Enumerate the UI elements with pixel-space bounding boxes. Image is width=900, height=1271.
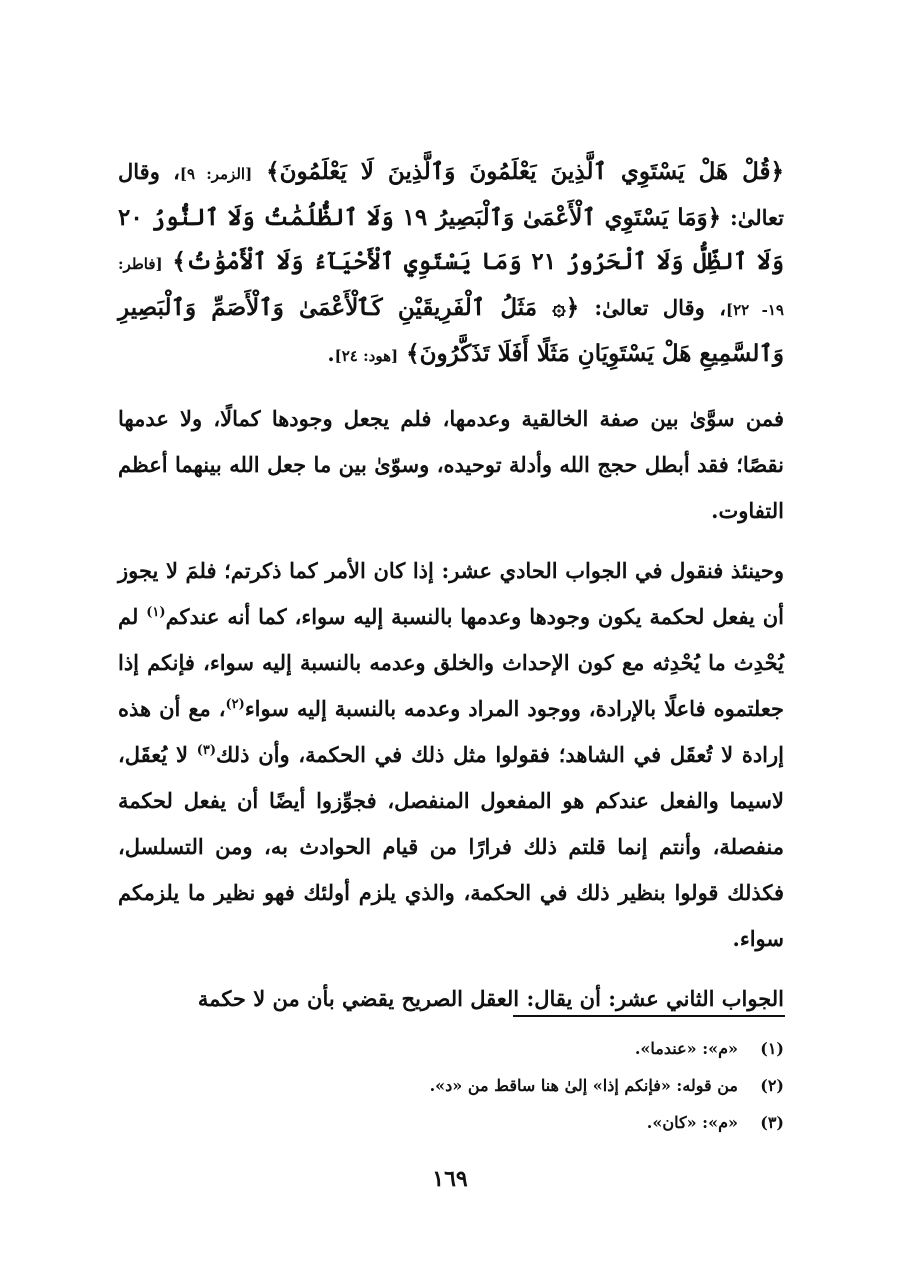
paragraph-2-part-a: وحينئذ فنقول في الجواب الحادي عشر: إذا كان الأمر كما ذكرتم؛ فلمَ لا يجوز أن يفعل لحكمة يكون وجودها وعدمها بالنسبة إليه سواء، كما أنه عندكم (118, 558, 784, 629)
quran-verses-block (118, 150, 784, 378)
end-punctuation: . (327, 341, 335, 366)
footnote-marker-1[interactable]: (١) (146, 605, 166, 620)
reference-hud: [هود: ٢٤] (334, 347, 399, 365)
footnote-marker-2[interactable]: (٢) (225, 697, 245, 712)
paragraph-2 (118, 548, 784, 962)
footnote-text: «م»: «عندما». (634, 1039, 738, 1058)
verse-zumar: قُلْ هَلْ يَسْتَوِي ٱلَّذِينَ يَعْلَمُونَ وَٱلَّذِينَ لَا يَعْلَمُونَ (279, 158, 771, 185)
quran-open-bracket: ﴿ (707, 204, 722, 231)
footnote-number: (٣) (760, 1113, 784, 1132)
quran-close-bracket: ﴾ (406, 340, 420, 367)
footnote-divider (513, 1015, 785, 1017)
footnote-number: (٢) (760, 1076, 784, 1095)
quran-close-bracket: ﴾ (172, 248, 186, 275)
paragraph-3: الجواب الثاني عشر: أن يقال: العقل الصريح يقضي بأن من لا حكمة (197, 986, 784, 1011)
footnote-text: «م»: «كان». (646, 1113, 738, 1132)
paragraph-2-part-c: ، مع أن هذه إرادة لا تُعقَل في الشاهد؛ فقولوا مثل ذلك في الحكمة، وأن ذلك (118, 696, 784, 767)
paragraph-1: فمن سوَّىٰ بين صفة الخالقية وعدمها، فلم يجعل وجودها كمالًا، ولا عدمها نقصًا؛ فقد أبطل حجج الله وأدلة توحيده، وسوّىٰ بين ما جعل الله بينهما أعظم التفاوت. (118, 406, 785, 523)
page-number: ١٦٩ (432, 1166, 468, 1192)
quran-open-bracket: ﴿ (565, 294, 580, 321)
paragraph-2-part-d: لا يُعقَل، لاسيما والفعل عندكم هو المفعول المنفصل، فجوِّزوا أيضًا أن يفعل لحكمة منفصلة، وأنتم إنما قلتم ذلك فرارًا من قيام الحوادث به، ومن التسلسل، فكذلك قولوا بنظير ذلك في الحكمة، والذي يلزم أولئك فهو نظير ما يلزمكم سواء. (118, 742, 784, 951)
footnote-text: من قوله: «فإنكم إذا» إلىٰ هنا ساقط من «د». (429, 1076, 738, 1095)
footnote-item (118, 1067, 784, 1104)
footnote-item (118, 1104, 784, 1141)
verse-fatir: وَمَا يَسْتَوِي ٱلْأَعْمَىٰ وَٱلْبَصِيرُ ١٩ وَلَا ٱلظُّلُمَٰتُ وَلَا ٱلنُّورُ ٢٠ وَلَا ٱلظِّلُّ وَلَا ٱلْحَرُورُ ٢١ وَمَا يَسْتَوِي ٱلْأَحْيَآءُ وَلَا ٱلْأَمْوَٰتُ (118, 204, 784, 275)
verse-hud: ۞ مَثَلُ ٱلْفَرِيقَيْنِ كَٱلْأَعْمَىٰ وَٱلْأَصَمِّ وَٱلْبَصِيرِ وَٱلسَّمِيعِ هَلْ يَسْتَوِيَانِ مَثَلًا أَفَلَا تَذَكَّرُونَ (118, 294, 784, 367)
footnote-item (118, 1030, 784, 1067)
connector-text: ، وقال تعالىٰ: (594, 295, 727, 320)
reference-zumar: [الزمر: ٩] (179, 165, 253, 183)
footnote-number: (١) (760, 1039, 784, 1058)
reference-fatir: [فاطر: ١٩- ٢٢] (118, 255, 784, 319)
connector-text: ، وقال تعالىٰ: (118, 159, 784, 230)
paragraph-2-part-b: لم يُحْدِث ما يُحْدِثه مع كون الإحداث والخلق وعدمه بالنسبة إليه سواء، فإنكم إذا جعلتموه فاعلًا بالإرادة، ووجود المراد وعدمه بالنسبة إليه سواء (118, 604, 784, 721)
footnote-marker-3[interactable]: (٣) (196, 743, 217, 758)
quran-open-bracket: ﴿ (770, 158, 784, 185)
quran-close-bracket: ﴾ (266, 158, 280, 185)
page-body (118, 150, 784, 1036)
footnotes (118, 1030, 784, 1141)
